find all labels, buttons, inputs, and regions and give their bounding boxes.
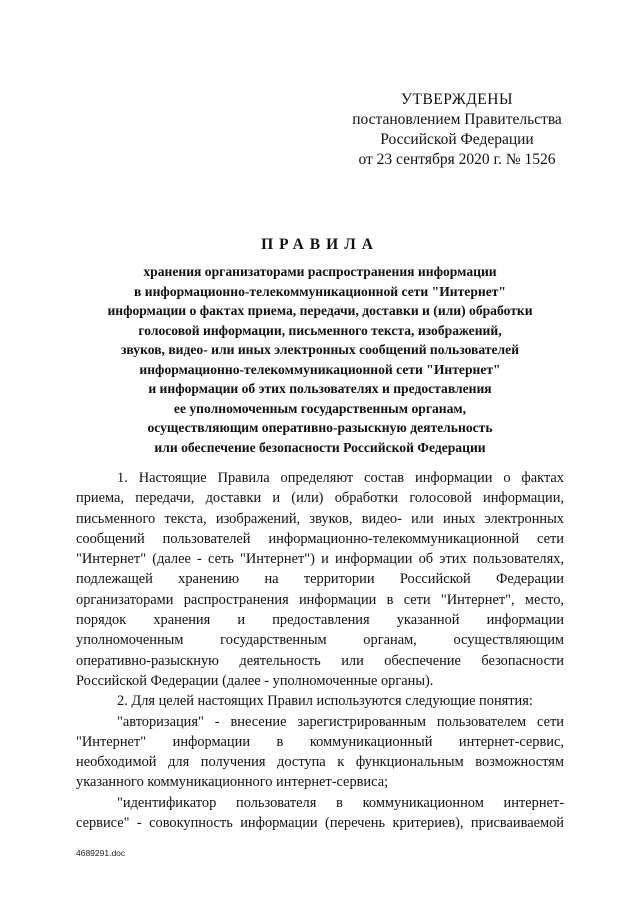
body-line: сервисе" - совокупность информации (перечень критериев), присваиваемой bbox=[76, 815, 564, 832]
paragraph-2 bbox=[76, 691, 564, 711]
approval-line-2: постановлением Правительства bbox=[352, 111, 562, 128]
body-line: Российской Федерации (далее - уполномоченные органы). bbox=[76, 672, 434, 689]
subtitle-line: хранения организаторами распространения информации bbox=[143, 264, 497, 279]
subtitle-line: голосовой информации, письменного текста, изображений, bbox=[138, 322, 502, 338]
document-title: ПРАВИЛА bbox=[261, 236, 379, 253]
file-code: 4689291.doc bbox=[76, 848, 126, 858]
definition-authorization bbox=[76, 712, 564, 793]
subtitle-line: информации о фактах приема, передачи, доставки и (или) обработки bbox=[107, 303, 533, 318]
body-line: организаторами распространения информации в сети "Интернет", место, bbox=[76, 591, 564, 608]
subtitle-line: звуков, видео- или иных электронных сообщений пользователей bbox=[120, 342, 520, 357]
body-line: "авторизация" - внесение зарегистрированным пользователем сети bbox=[117, 713, 564, 730]
body-line: письменного текста, изображений, звуков, видео- или иных электронных bbox=[76, 510, 564, 527]
body-line: указанного коммуникационного интернет-сервиса; bbox=[76, 774, 389, 791]
approval-title: УТВЕРЖДЕНЫ bbox=[401, 91, 513, 108]
subtitle-line: и информации об этих пользователях и предоставления bbox=[148, 381, 492, 396]
definition-user-identifier bbox=[76, 793, 564, 834]
document-body bbox=[76, 468, 564, 833]
body-line: "Интернет" информации в коммуникационный интернет-сервис, bbox=[76, 733, 564, 750]
paragraph-1 bbox=[76, 468, 564, 691]
body-line: оперативно-разыскную деятельность или обеспечение безопасности bbox=[76, 652, 564, 669]
body-line: 2. Для целей настоящих Правил используются следующие понятия: bbox=[117, 693, 533, 710]
body-line: порядок хранения и предоставления указанной информации bbox=[76, 612, 564, 629]
body-line: уполномоченным государственным органам, осуществляющим bbox=[76, 632, 564, 649]
body-line: сообщений пользователей информационно-телекоммуникационной сети bbox=[76, 530, 564, 547]
subtitle-line: ее уполномоченным государственным органам, bbox=[173, 400, 467, 416]
body-line: приема, передачи, доставки и (или) обработки голосовой информации, bbox=[76, 490, 564, 507]
approval-line-3: Российской Федерации bbox=[380, 131, 534, 148]
body-line: "Интернет" (далее - сеть "Интернет") и информации об этих пользователях, bbox=[76, 551, 564, 568]
body-line: подлежащей хранению на территории Российской Федерации bbox=[76, 571, 564, 588]
document-subtitle bbox=[60, 262, 580, 457]
subtitle-line: осуществляющим оперативно-разыскную деятельность bbox=[147, 420, 493, 435]
approval-date-number: от 23 сентября 2020 г. № 1526 bbox=[358, 151, 556, 168]
subtitle-line: информационно-телекоммуникационной сети "Интернет" bbox=[139, 361, 501, 377]
subtitle-line: в информационно-телекоммуникационной сети "Интернет" bbox=[134, 283, 506, 299]
body-line: 1. Настоящие Правила определяют состав информации о фактах bbox=[117, 470, 564, 486]
subtitle-line: или обеспечение безопасности Российской Федерации bbox=[154, 439, 486, 455]
body-line: необходимой для получения доступа к функциональным возможностям bbox=[76, 754, 564, 771]
approval-block bbox=[352, 90, 562, 170]
body-line: "идентификатор пользователя в коммуникационном интернет- bbox=[117, 794, 564, 811]
